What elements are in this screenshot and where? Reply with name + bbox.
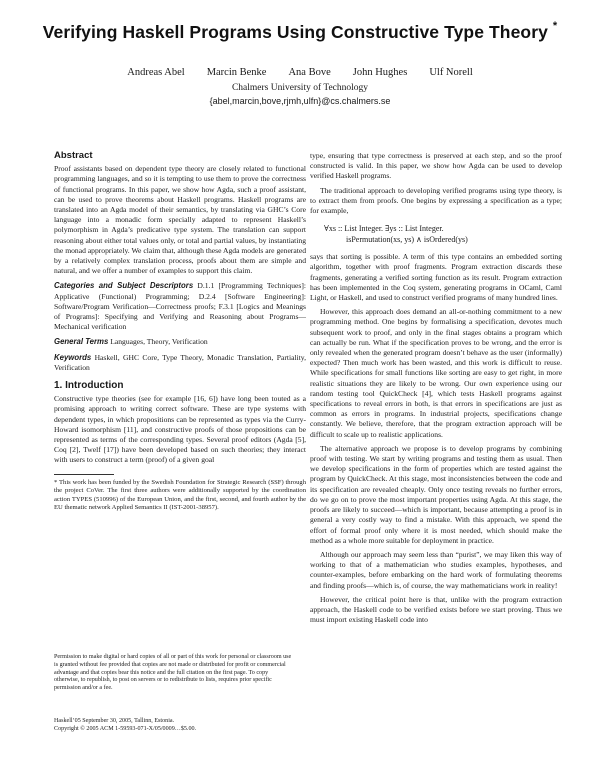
affiliation: Chalmers University of Technology xyxy=(231,83,369,93)
intro-paragraph: Constructive type theories (see for example [16, 6]) have long been touted as a promising approach to writing correct software. These are type systems with dependent types, in which propositions can be represented as types via the Curry-Howard isomorphism [11], and constructive proofs of those propositions can be represented as terms of the corresponding types. Several proof editors (Agda [5], Coq [2], Twelf [17]) have been developed based on such theories; they interact with users to construct a term (proof) of a given goal xyxy=(54,394,306,465)
keywords-label: Keywords xyxy=(54,352,92,362)
body-paragraph: However, the critical point here is that, unlike with the program extraction approach, the Haskell code to be verified exists before we start proving. Thus we must import existing Haskell code into xyxy=(310,594,562,625)
body-paragraph: However, this approach does demand an all-or-nothing commitment to a new programming method. One begins by formalising a specification, devotes much subsequent work to proof, and only in the final stages obtains a program which can actually be run. What if the specification proves to be wrong, and the error is only revealed when the generated program doesn’t behave as the user (informally) expected? Then much work has been wasted, and this work is difficult to reuse. While specifications for small functions like sorting are easy to get right, in more realistic situations they are likely to be wrong. Our own experience using our random testing tool QuickCheck [4], which tests Haskell programs against specifications to reveal errors in both, is that errors in specifications are just as common as errors in programs. In industrial projects, specifications change constantly. We believe, therefore, that the program extraction approach will be difficult to scale up to realistic applications. xyxy=(310,307,562,439)
author-list xyxy=(0,67,600,78)
formula-line: isPermutation(xs, ys) ∧ isOrdered(ys) xyxy=(346,235,468,245)
title-text: Verifying Haskell Programs Using Constructive Type Theory xyxy=(42,22,548,42)
author: Andreas Abel xyxy=(127,67,185,78)
left-column xyxy=(54,151,306,513)
footnote-divider xyxy=(54,474,114,475)
body-paragraph: The traditional approach to developing verified programs using type theory, is to extract them from proofs. One begins by expressing a specification as a type; for example, xyxy=(310,185,562,216)
formula-line: ∀xs :: List Integer. ∃ys :: List Integer. xyxy=(324,224,444,234)
funding-footnote: * This work has been funded by the Swedish Foundation for Strategic Research (SSF) through the project CoVer. The first three authors were additionally supported by the coordination action TYPES (510996) of the European Union, and the first, second, and fourth author by the EU thematic network Applied Semantics II (IST-2001-38957). xyxy=(54,478,306,512)
author: Marcin Benke xyxy=(206,67,267,78)
categories-block xyxy=(54,281,306,332)
body-paragraph: says that sorting is possible. A term of this type contains an embedded sorting algorithm, together with proof fragments. Program extraction discards these fragments, generating a verified sorting function as its result. Program extraction has been implemented in the Coq system, generating programs in OCaml, Caml Light, or Haskell, and used to construct verified programs of many hundred lines. xyxy=(310,252,562,303)
venue-info xyxy=(54,717,294,733)
venue-line: Haskell’05 September 30, 2005, Tallinn, Estonia. xyxy=(54,718,175,724)
paper-title xyxy=(30,22,570,43)
right-column xyxy=(310,151,562,629)
categories-label: Categories and Subject Descriptors xyxy=(54,281,194,291)
keywords-text: Haskell, GHC Core, Type Theory, Monadic Translation, Partiality, Verification xyxy=(54,352,306,372)
author-email: {abel,marcin,bove,rjmh,ulfn}@cs.chalmers.se xyxy=(209,96,391,106)
abstract-text: Proof assistants based on dependent type theory are closely related to functional programming languages, and so it is tempting to use them to prove the correctness of functional programs. In this paper, we show how Agda, such a proof assistant, can be used to prove theorems about Haskell programs. Haskell programs are translated into an Agda model of their semantics, by translating via GHC’s Core language into a monadic form specially adapted to represent Haskell’s polymorphism in Agda’s predicative type system. The translation can support reasoning about either total values only, or total and partial values, by instantiating the monad appropriately. We claim that, although these Agda models are generated by a relatively complex translation process, proofs about them are simple and natural, and we offer a number of examples to support this claim. xyxy=(54,164,306,276)
permission-notice: Permission to make digital or hard copies of all or part of this work for personal or classroom use is granted without fee provided that copies are not made or distributed for profit or commercial advantage and that copies bear this notice and the full citation on the first page. To copy otherwise, to republish, to post on servers or to redistribute to lists, requires prior specific permission and/or a fee. xyxy=(54,654,292,692)
author: Ulf Norell xyxy=(429,67,473,78)
categories-text: D.1.1 [Programming Techniques]: Applicative (Functional) Programming; D.2.4 [Software Engineering]: Software/Program Verification—Correctness proofs; F.3.1 [Logics and Meanings of Programs]: Specifying and Verifying and Reasoning about Programs—Mechanical verification xyxy=(54,281,306,332)
intro-heading: 1. Introduction xyxy=(54,380,124,392)
author: John Hughes xyxy=(352,67,408,78)
body-paragraph: The alternative approach we propose is to develop programs by combining proof with testing. We start by writing programs and testing them as usual. Then we develop specifications in the form of properties which are tested against the program by QuickCheck. At this stage, most inconsistencies between the code and its specification are revealed cheaply. Only once testing reveals no further errors, do we go on to prove the most important properties using Agda. At this stage, the proofs are likely to succeed—which is important, because attempting a proof is in general a very costly way to find a mistake. With this approach, we spend the effort of formal proof only where it is most needed, which should make the method as a whole more suitable for deployment in practice. xyxy=(310,443,562,545)
keywords-block xyxy=(54,353,306,373)
body-paragraph: type, ensuring that type correctness is preserved at each step, and so the proof constructed is valid. In this paper, we show how Agda can be used to develop verified Haskell programs. xyxy=(310,151,562,181)
body-paragraph: Although our approach may seem less than “purist”, we may liken this way of working to that of a mathematician who studies examples, hypotheses, and counter-examples, before embarking on the hard work of formulating theorems and finding proofs—which is, of course, the way mathematicians work in reality! xyxy=(310,549,562,590)
title-footnote-mark: * xyxy=(552,20,558,32)
author: Ana Bove xyxy=(288,67,331,78)
general-terms-text: Languages, Theory, Verification xyxy=(110,337,208,347)
abstract-heading: Abstract xyxy=(54,150,93,161)
general-terms-block xyxy=(54,337,306,347)
general-terms-label: General Terms xyxy=(54,337,109,347)
sorting-specification-formula xyxy=(324,223,562,245)
copyright-line: Copyright © 2005 ACM 1-59593-071-X/05/0009…$5.00. xyxy=(54,726,197,732)
